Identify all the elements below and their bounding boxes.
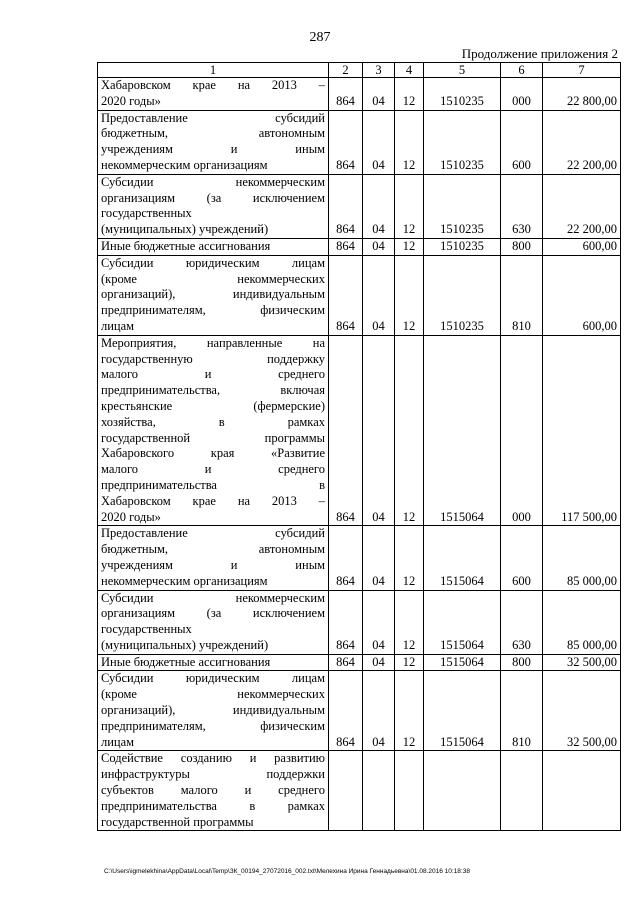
description-line: (кроме некоммерческих [101,271,325,286]
table-body [98,78,621,831]
row-description [98,590,329,654]
row-description [98,751,329,831]
ministry-code: 864 [329,110,363,174]
column-header: 5 [424,63,501,78]
row-description [98,654,329,671]
amount-cell: 22 200,00 [543,174,621,238]
target-article-code: 1510235 [424,255,501,335]
description-line: Предоставление субсидий [101,526,325,541]
description-line: хозяйства, в рамках [101,414,325,429]
ministry-code: 864 [329,238,363,255]
table-header-row [98,63,621,78]
description-line: Субсидии юридическим лицам [101,255,325,270]
table-row [98,110,621,174]
description-line: учреждениям и иным [101,557,325,572]
table-row [98,78,621,111]
amount-cell [543,751,621,831]
description-line: организациям (за исключением [101,606,325,621]
target-article-code: 1510235 [424,174,501,238]
description-line: Предоставление субсидий [101,110,325,125]
description-line: Хабаровском крае на 2013 – [101,78,325,92]
column-header: 1 [98,63,329,78]
amount-cell: 22 200,00 [543,110,621,174]
description-line: организаций), индивидуальным [101,703,325,718]
section-code: 04 [363,590,395,654]
amount-cell: 32 500,00 [543,654,621,671]
page-number: 287 [309,30,331,45]
row-description [98,110,329,174]
description-line: государственных [101,206,192,221]
ministry-code: 864 [329,526,363,590]
description-line: крестьянские (фермерские) [101,398,325,413]
row-description [98,335,329,526]
table-row [98,526,621,590]
section-code: 04 [363,110,395,174]
column-header: 6 [501,63,543,78]
expense-type-code: 600 [501,110,543,174]
target-article-code: 1515064 [424,590,501,654]
row-description [98,671,329,751]
ministry-code: 864 [329,590,363,654]
subsection-code: 12 [395,255,424,335]
subsection-code [395,751,424,831]
target-article-code: 1515064 [424,654,501,671]
budget-table [97,62,621,831]
table-row [98,255,621,335]
expense-type-code: 600 [501,526,543,590]
description-line: инфраструктуры поддержки [101,767,325,782]
row-description [98,238,329,255]
description-line: 2020 годы» [101,509,161,524]
section-code: 04 [363,335,395,526]
amount-cell: 85 000,00 [543,526,621,590]
target-article-code: 1510235 [424,78,501,111]
amount-cell: 117 500,00 [543,335,621,526]
description-line: государственной программы [101,814,254,829]
description-line: Мероприятия, направленные на [101,335,325,350]
expense-type-code: 810 [501,671,543,751]
table-row [98,335,621,526]
target-article-code: 1515064 [424,335,501,526]
expense-type-code: 810 [501,255,543,335]
target-article-code: 1515064 [424,526,501,590]
description-line: (муниципальных) учреждений) [101,637,269,652]
ministry-code: 864 [329,174,363,238]
description-line: субъектов малого и среднего [101,783,325,798]
column-header: 7 [543,63,621,78]
description-line: (кроме некоммерческих [101,687,325,702]
target-article-code: 1515064 [424,671,501,751]
expense-type-code: 630 [501,590,543,654]
expense-type-code: 630 [501,174,543,238]
section-code: 04 [363,526,395,590]
expense-type-code: 000 [501,78,543,111]
table-row [98,174,621,238]
description-line: Иные бюджетные ассигнования [101,238,271,253]
description-line: предпринимателям, физическим [101,718,325,733]
subsection-code: 12 [395,238,424,255]
description-line: Субсидии некоммерческим [101,174,325,189]
row-description [98,255,329,335]
amount-cell: 600,00 [543,255,621,335]
description-line: государственных [101,622,192,637]
amount-cell: 32 500,00 [543,671,621,751]
description-line: государственную поддержку [101,351,325,366]
ministry-code: 864 [329,78,363,111]
description-line: организациям (за исключением [101,190,325,205]
ministry-code: 864 [329,335,363,526]
description-line: предпринимателям, физическим [101,303,325,318]
description-line: некоммерческим организациям [101,573,268,588]
row-description [98,78,329,111]
ministry-code: 864 [329,255,363,335]
description-line: 2020 годы» [101,93,161,108]
column-header: 3 [363,63,395,78]
description-line: лицам [101,318,135,333]
description-line: Субсидии некоммерческим [101,590,325,605]
table-row [98,590,621,654]
expense-type-code: 800 [501,238,543,255]
section-code: 04 [363,238,395,255]
description-line: бюджетным, автономным [101,542,325,557]
description-line: Хабаровском крае на 2013 – [101,493,325,508]
expense-type-code [501,751,543,831]
table-row [98,671,621,751]
section-code: 04 [363,654,395,671]
table-row [98,238,621,255]
section-code: 04 [363,671,395,751]
description-line: предпринимательства в рамках [101,798,325,813]
description-line: Хабаровского края «Развитие [101,446,325,461]
description-line: Иные бюджетные ассигнования [101,654,271,669]
section-code: 04 [363,174,395,238]
description-line: государственной программы [101,430,325,445]
description-line: предпринимательства в [101,477,325,492]
description-line: малого и среднего [101,462,325,477]
subsection-code: 12 [395,526,424,590]
row-description [98,174,329,238]
table-row [98,654,621,671]
subsection-code: 12 [395,110,424,174]
subsection-code: 12 [395,671,424,751]
subsection-code: 12 [395,174,424,238]
target-article-code: 1510235 [424,110,501,174]
expense-type-code: 800 [501,654,543,671]
ministry-code: 864 [329,654,363,671]
description-line: учреждениям и иным [101,142,325,157]
expense-type-code: 000 [501,335,543,526]
description-line: (муниципальных) учреждений) [101,222,269,237]
description-line: лицам [101,734,135,749]
section-code: 04 [363,255,395,335]
ministry-code: 864 [329,671,363,751]
description-line: организаций), индивидуальным [101,287,325,302]
section-code [363,751,395,831]
amount-cell: 600,00 [543,238,621,255]
amount-cell: 22 800,00 [543,78,621,111]
description-line: Содействие созданию и развитию [101,751,325,766]
row-description [98,526,329,590]
table-row [98,751,621,831]
ministry-code [329,751,363,831]
description-line: бюджетным, автономным [101,126,325,141]
subsection-code: 12 [395,654,424,671]
column-header: 2 [329,63,363,78]
footer-path: C:\Users\igmelekhina\AppData\Local\Temp\ЗК_00194_27072016_002.txt\Мелехина Ирина Геннадьевна\01.08.2016 10:18:38 [104,868,470,875]
description-line: предпринимательства, включая [101,383,325,398]
description-line: Субсидии юридическим лицам [101,671,325,686]
subsection-code: 12 [395,78,424,111]
amount-cell: 85 000,00 [543,590,621,654]
description-line: некоммерческим организациям [101,157,268,172]
column-header: 4 [395,63,424,78]
target-article-code [424,751,501,831]
section-code: 04 [363,78,395,111]
continuation-label: Продолжение приложения 2 [461,46,618,61]
subsection-code: 12 [395,335,424,526]
subsection-code: 12 [395,590,424,654]
description-line: малого и среднего [101,367,325,382]
target-article-code: 1510235 [424,238,501,255]
